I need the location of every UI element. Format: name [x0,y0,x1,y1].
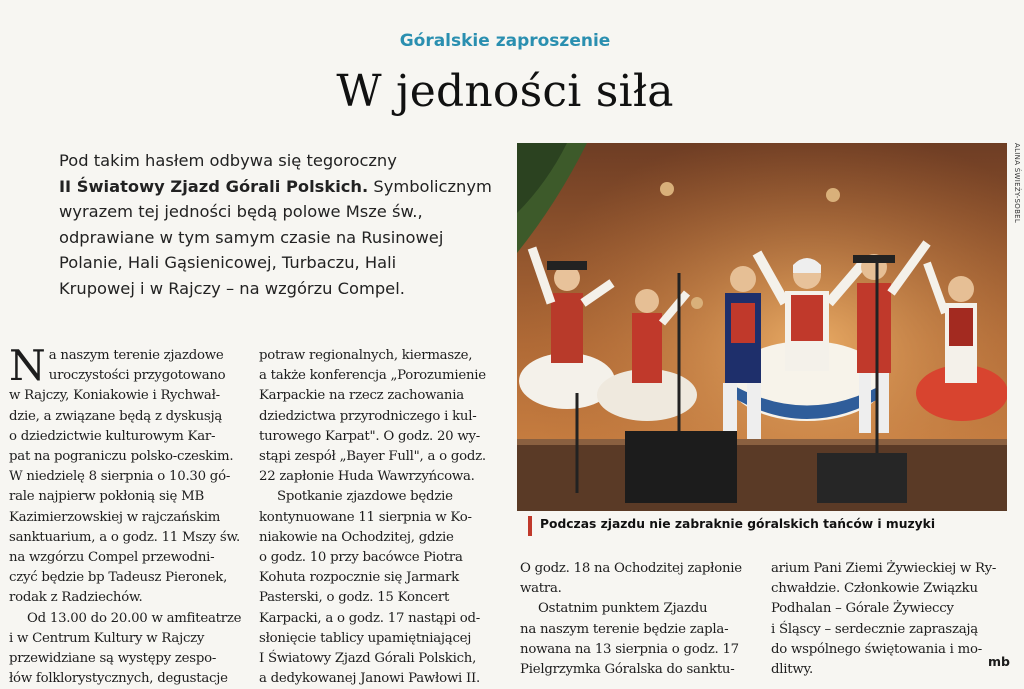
body-text-line: kontynuowane 11 sierpnia w Ko- [259,509,472,525]
body-text-line: a naszym terenie zjazdowe [48,348,224,363]
body-text-line: niakowie na Ochodzitej, gdzie [259,529,454,545]
lead-line [59,276,489,302]
body-text-line: łów folklorystycznych, degustacje [9,671,228,687]
body-text-line: O godz. 18 na Ochodzitej zapłonie [520,561,742,576]
photo-credit: ALINA ŚWIEŻY-SOBEL [1013,143,1021,224]
lead-line [59,199,489,225]
body-text-line: dlitwy. [771,662,813,678]
body-text-line: i Śląscy – serdecznie zapraszają [771,621,978,637]
article-column-4 [771,559,1009,680]
body-text-line: pat na pograniczu polsko-czeskim. [9,449,234,465]
body-text-line: dziedzictwa przyrodniczego i kul- [259,408,477,424]
body-text-line: chwałdzie. Członkowie Związku [771,581,978,597]
body-text-line: Karpackie na rzecz zachowania [259,388,464,404]
body-text-line: Pielgrzymka Góralska do sanktu- [520,662,735,678]
body-text-line: Od 13.00 do 20.00 w amfiteatrze [27,610,242,626]
body-text-line: czyć będzie bp Tadeusz Pieronek, [9,570,228,586]
drop-cap: N [9,341,46,390]
body-text-line: Kazimierzowskiej w rajczańskim [9,509,221,525]
lead-text: Pod takim hasłem odbywa się tegoroczny [59,151,397,170]
article-headline: W jedności siła [336,66,674,117]
article-column-2 [259,346,497,689]
body-text-line: dzie, a związane będą z dyskusją [9,408,223,424]
body-text-line: Podhalan – Górale Żywieccy [771,601,954,617]
body-text-line: Pasterski, o godz. 15 Koncert [259,590,450,606]
body-text-line: I Światowy Zjazd Górali Polskich, [259,651,477,667]
body-text-line: a dedykowanej Janowi Pawłowi II. [259,671,480,687]
lead-text: wyrazem tej jedności będą polowe Msze św., [59,202,423,221]
caption-accent-bar [528,516,532,536]
body-text-line: 22 zapłonie Huda Wawrzyńcowa. [259,469,475,485]
body-text-line: Karpacki, a o godz. 17 nastąpi od- [259,610,480,626]
body-text-line: przewidziane są występy zespo- [9,651,217,667]
body-text-line: i w Centrum Kultury w Rajczy [9,630,205,646]
lead-text: odprawiane w tym samym czasie na Rusinowej [59,227,444,247]
article-photo [517,143,1007,511]
article-lead [59,148,492,301]
body-text-line: Kohuta rozpocznie się Jarmark [259,570,459,586]
article-column-1 [9,341,247,689]
body-text-line: do wspólnego świętowania i mo- [771,641,982,657]
body-text-line: rale najpierw pokłonią się MB [9,489,205,505]
body-text-line: arium Pani Ziemi Żywieckiej w Ry- [771,561,997,576]
body-text-line: na wzgórzu Compel przewodni- [9,550,215,566]
body-text-line: w Rajczy, Koniakowie i Rychwał- [9,388,220,404]
body-text-line: słonięcie tablicy upamiętniającej [259,630,472,646]
lead-line [59,225,489,251]
body-text-line: o dziedzictwie kulturowym Kar- [9,428,216,444]
body-text-line: watra. [520,581,562,597]
article-kicker: Góralskie zaproszenie [399,31,611,51]
body-text-line: stąpi zespół „Bayer Full", a o godz. [259,449,486,465]
body-text-line: na naszym terenie będzie zapla- [520,621,729,637]
body-text-line: turowego Karpat". O godz. 20 wy- [259,428,480,444]
body-text-line: Spotkanie zjazdowe będzie [277,489,453,505]
body-text-line: o godz. 10 przy bacówce Piotra [259,550,463,566]
lead-line [59,174,492,200]
lead-text: Symbolicznym [368,176,492,196]
photo-caption: Podczas zjazdu nie zabraknie góralskich tańców i muzyki [540,517,936,531]
article-column-3 [520,559,758,680]
body-text-line: a także konferencja „Porozumienie [259,368,486,384]
folk-dancers-illustration [517,143,1007,511]
body-text-line: potraw regionalnych, kiermasze, [259,348,473,363]
body-text-line: W niedzielę 8 sierpnia o 10.30 gó- [9,469,231,485]
body-text-line: rodak z Radziechów. [9,590,143,606]
body-text-line: sanktuarium, a o godz. 11 Mszy św. [9,529,240,545]
author-signature: mb [988,654,1010,669]
body-text-line: nowana na 13 sierpnia o godz. 17 [520,641,739,657]
lead-text: Polanie, Hali Gąsienicowej, Turbaczu, Hali [59,253,397,272]
lead-line [59,250,489,276]
lead-text: Krupowej i w Rajczy – na wzgórzu Compel. [59,278,405,298]
lead-line [59,148,489,174]
body-text-line: Ostatnim punktem Zjazdu [538,601,708,617]
lead-bold-text: II Światowy Zjazd Górali Polskich. [59,176,369,196]
body-text-line: uroczystości przygotowano [48,368,226,384]
